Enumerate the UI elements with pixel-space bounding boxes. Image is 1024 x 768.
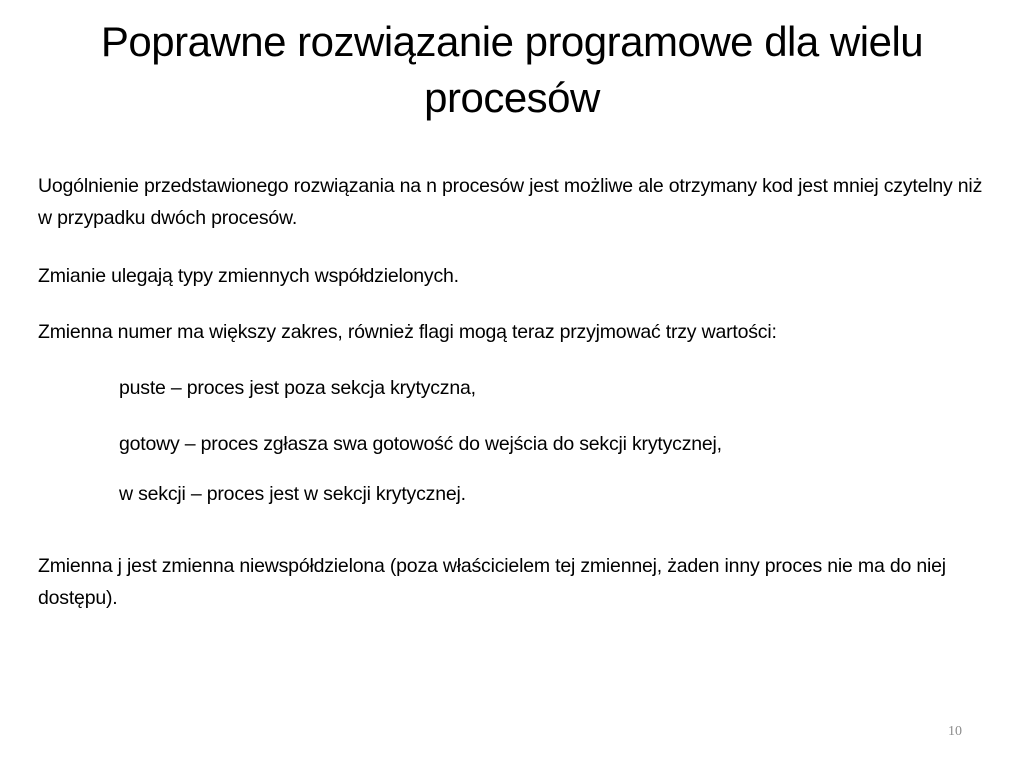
paragraph-variable-range: Zmienna numer ma większy zakres, również flagi mogą teraz przyjmować trzy wartości: [38, 321, 777, 343]
flag-value-empty: puste – proces jest poza sekcja krytyczna, [119, 377, 476, 399]
slide-title: Poprawne rozwiązanie programowe dla wielu procesów [100, 18, 924, 121]
flag-value-ready: gotowy – proces zgłasza swa gotowość do wejścia do sekcji krytycznej, [119, 433, 722, 455]
slide-number: 10 [948, 724, 962, 739]
paragraph-shared-types: Zmianie ulegają typy zmiennych współdzielonych. [38, 265, 459, 287]
paragraph-generalization: Uogólnienie przedstawionego rozwiązania na n procesów jest możliwe ale otrzymany kod jest mniej czytelny niż w przypadku dwóch procesów. [38, 175, 983, 229]
flag-value-in-section: w sekcji – proces jest w sekcji krytycznej. [119, 483, 466, 505]
paragraph-unshared-variable: Zmienna j jest zmienna niewspółdzielona (poza właścicielem tej zmiennej, żaden inny proces nie ma do niej dostępu). [38, 555, 946, 609]
